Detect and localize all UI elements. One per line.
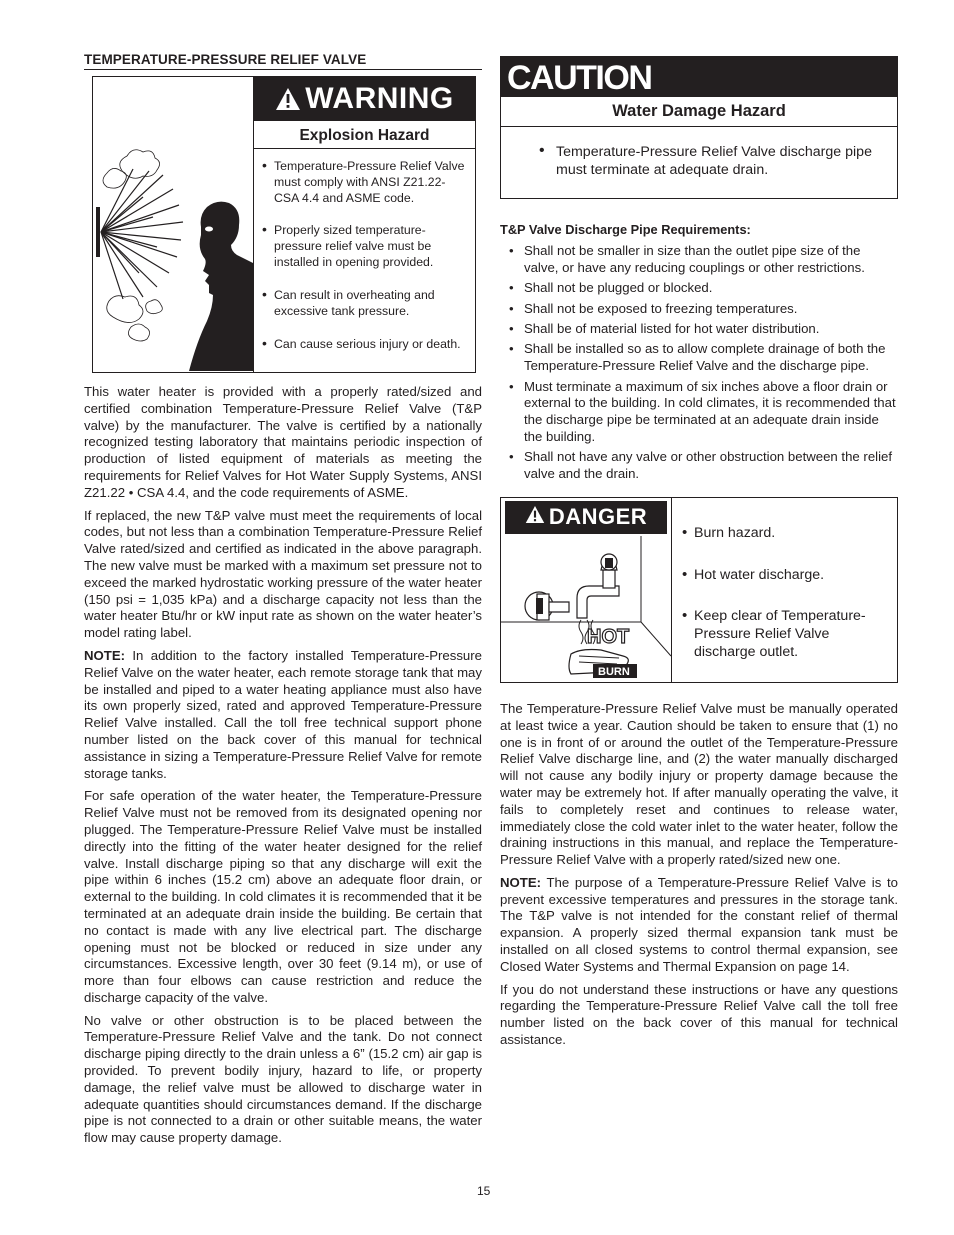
caution-banner: CAUTION: [501, 57, 897, 97]
caution-box: [500, 56, 898, 199]
right-body-text: [500, 701, 898, 1049]
note-text: In addition to the factory installed Temperature-Pressure Relief Valve on the water heater, each remote storage tank that may be installed and piped to a water heating appliance must also have its own properly sized, rated and approved Temperature-Pressure Relief Valve installed. Call the toll free technical support phone number listed on the back cover of this manual for technical assistance in sizing a Temperature-Pressure Relief Valve for remote storage tanks.: [84, 647, 482, 781]
hot-label: HOT: [587, 625, 630, 648]
paragraph: This water heater is provided with a properly rated/sized and certified combination Temperature-Pressure Relief Valve (T&P valve) by the manufacturer. The valve is certified by a nationally recognized testing laboratory that maintains periodic inspection of production of listed equipment of materials as meeting the requirements for Relief Valves for Hot Water Supply Systems, ANSI Z21.22 • CSA 4.4, and the code requirements of ASME.: [84, 384, 482, 500]
danger-left-panel: [501, 498, 672, 682]
list-item: • Shall not be plugged or blocked.: [500, 280, 898, 297]
list-item: • Shall not be smaller in size than the outlet pipe size of the valve, or have any reducing couplings or other restrictions.: [500, 243, 898, 277]
danger-banner: [505, 501, 667, 534]
danger-box: [500, 497, 898, 683]
note-paragraph: [84, 648, 482, 782]
caution-body: [501, 127, 897, 198]
list-item: • Properly sized temperature-pressure relief valve must be installed in opening provided.: [260, 223, 469, 270]
note-label: NOTE:: [500, 874, 542, 890]
requirements-heading: T&P Valve Discharge Pipe Requirements:: [500, 222, 751, 237]
note-text: The purpose of a Temperature-Pressure Relief Valve is to prevent excessive temperatures and pressures in the storage tank. The T&P valve is not intended for the constant relief of thermal expansion. A properly sized thermal expansion tank must be installed on all closed systems to control thermal expansion, see Closed Water Systems and Thermal Expansion on page 14.: [500, 874, 898, 974]
list-item: • Can cause serious injury or death.: [260, 337, 469, 353]
right-column: [500, 56, 898, 1055]
note-paragraph: [500, 875, 898, 976]
burn-label: BURN: [598, 665, 630, 678]
list-item: • Shall be of material listed for hot water distribution.: [500, 321, 898, 338]
warning-list: [254, 149, 475, 353]
list-item: • Hot water discharge.: [682, 566, 889, 584]
note-label: NOTE:: [84, 647, 126, 663]
list-item: • Burn hazard.: [682, 524, 889, 542]
warning-subtitle: Explosion Hazard: [254, 121, 475, 149]
page-number: 15: [477, 1184, 491, 1198]
warning-banner-label: WARNING: [305, 82, 454, 115]
list-item: • Shall not have any valve or other obstruction between the relief valve and the drain.: [500, 449, 898, 483]
explosion-hazard-illustration-icon: [93, 77, 253, 372]
caution-item: • Temperature-Pressure Relief Valve discharge pipe must terminate at adequate drain.: [556, 144, 872, 178]
list-item: • Temperature-Pressure Relief Valve must comply with ANSI Z21.22-CSA 4.4 and ASME code.: [260, 159, 469, 206]
list-item: • Can result in overheating and excessive tank pressure.: [260, 288, 469, 320]
paragraph: If you do not understand these instructions or have any questions regarding the Temperature-Pressure Relief Valve call the toll free number listed on the back cover of this manual for technical assistance.: [500, 981, 898, 1048]
list-item: • Must terminate a maximum of six inches above a floor drain or external to the building. In cold climates, it is recommended that the discharge pipe be terminated at an adequate drain inside the building.: [500, 379, 898, 446]
left-column: [84, 52, 482, 1153]
danger-list: [672, 498, 897, 685]
caution-subtitle: Water Damage Hazard: [501, 97, 897, 127]
list-item: • Keep clear of Temperature-Pressure Relief Valve discharge outlet.: [682, 607, 889, 661]
paragraph: The Temperature-Pressure Relief Valve must be manually operated at least twice a year. Caution should be taken to ensure that (1) no one is in front of or around the outlet of the Temperature-Pressure Relief Valve discharge line, and (2) the water manually discharged will not cause any bodily injury or property damage because the water may be extremely hot. If after manually operating the valve, it fails to completely reset and continues to release water, immediately close the cold water inlet to the water heater, follow the draining instructions in this manual, and replace the Temperature-Pressure Relief Valve with a properly rated/sized new one.: [500, 700, 898, 868]
warning-panel: [253, 77, 475, 372]
warning-banner: [254, 77, 475, 121]
paragraph: If replaced, the new T&P valve must meet the requirements of local codes, but not less than a combination Temperature-Pressure Relief Valve rated/sized and certified as indicated in the above paragraph. The new valve must be marked with a maximum set pressure not to exceed the marked hydrostatic working pressure of the water heater (150 psi = 1,035 kPa) and a discharge capacity not less than the water heater Btu/hr or kW input rate as shown on the water heater’s model rating label.: [84, 507, 482, 641]
requirements-list: [500, 243, 898, 483]
paragraph: No valve or other obstruction is to be placed between the Temperature-Pressure Relief Valve and the tank. Do not connect discharge piping directly to the drain unless a 6” (15.2 cm) air gap is provided. To prevent bodily injury, hazard to life, or property damage, the relief valve must be allowed to discharge water in adequate quantities should circumstances demand. If the discharge pipe is not connected to a drain or other suitable means, the water flow may cause property damage.: [84, 1012, 482, 1146]
list-item: • Shall not be exposed to freezing temperatures.: [500, 301, 898, 318]
warning-box: [92, 76, 476, 373]
left-body-text: [84, 384, 482, 1147]
paragraph: For safe operation of the water heater, the Temperature-Pressure Relief Valve must not be removed from its designated opening nor plugged. The Temperature-Pressure Relief Valve must be installed directly into the fitting of the water heater designed for the relief valve. Install discharge piping so that any discharge will exit the pipe within 6 inches (15.2 cm) above an adequate floor drain, or external to the building. In cold climates it is recommended that it be terminated at an adequate drain inside the building. Be certain that no contact is made with any live electrical part. The discharge opening must not be blocked or reduced in size under any circumstances. Excessive length, over 30 feet (9.14 m), or use of more than four elbows can cause restriction and reduce the discharge capacity of the valve.: [84, 788, 482, 1005]
warning-triangle-icon: [525, 504, 545, 530]
warning-triangle-icon: [275, 87, 301, 111]
hot-water-burn-illustration-icon: [501, 536, 671, 682]
section-heading: TEMPERATURE-PRESSURE RELIEF VALVE: [84, 52, 482, 70]
danger-banner-label: DANGER: [548, 504, 648, 530]
list-item: • Shall be installed so as to allow complete drainage of both the Temperature-Pressure Relief Valve and the discharge pipe.: [500, 341, 898, 375]
